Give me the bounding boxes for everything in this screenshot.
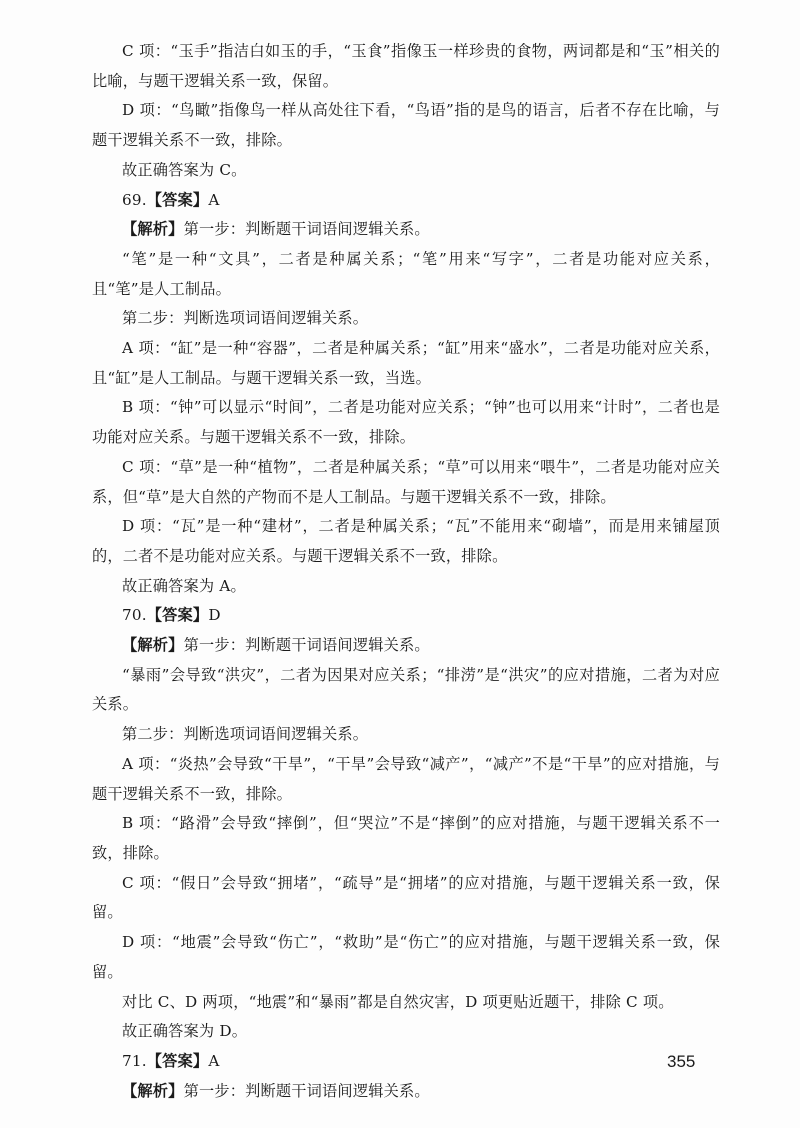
paragraph bbox=[92, 720, 720, 750]
question-number: 70. bbox=[122, 606, 147, 625]
paragraph bbox=[92, 512, 720, 571]
paragraph bbox=[92, 215, 720, 245]
paragraph-text: 第一步：判断题干词语间逻辑关系。 bbox=[183, 636, 430, 655]
paragraph-text: C 项：“玉手”指洁白如玉的手，“玉食”指像玉一样珍贵的食物，两词都是和“玉”相关的比喻，与题干逻辑关系一致，保留。 bbox=[92, 42, 720, 90]
paragraph bbox=[92, 1077, 720, 1107]
bold-label: 【解析】 bbox=[122, 1081, 184, 1100]
paragraph bbox=[92, 1017, 720, 1047]
paragraph bbox=[92, 631, 720, 661]
question-number: 69. bbox=[122, 190, 147, 209]
paragraph bbox=[92, 37, 720, 96]
bold-label: 【解析】 bbox=[122, 636, 184, 655]
paragraph bbox=[92, 809, 720, 868]
paragraph bbox=[92, 661, 720, 720]
paragraph-text: 故正确答案为 D。 bbox=[122, 1022, 248, 1041]
paragraph-text: D 项：“鸟瞰”指像鸟一样从高处往下看，“鸟语”指的是鸟的语言，后者不存在比喻，与题干逻辑关系不一致，排除。 bbox=[92, 101, 720, 150]
paragraph bbox=[92, 393, 720, 452]
paragraph-text: B 项：“路滑”会导致“摔倒”，但“哭泣”不是“摔倒”的应对措施，与题干逻辑关系不一致，排除。 bbox=[92, 814, 720, 862]
question-number: 71. bbox=[122, 1051, 147, 1070]
paragraph-text: 故正确答案为 A。 bbox=[122, 576, 246, 595]
paragraph-text: 第一步：判断题干词语间逻辑关系。 bbox=[183, 1081, 430, 1100]
paragraph-text: 第二步：判断选项词语间逻辑关系。 bbox=[122, 309, 369, 328]
paragraph-text: A bbox=[208, 1051, 220, 1070]
paragraph-text: 第一步：判断题干词语间逻辑关系。 bbox=[183, 220, 430, 239]
paragraph-text: C 项：“假日”会导致“拥堵”，“疏导”是“拥堵”的应对措施，与题干逻辑关系一致，保留。 bbox=[92, 873, 720, 922]
paragraph bbox=[92, 601, 720, 631]
paragraph-text: A 项：“炎热”会导致“干旱”，“干旱”会导致“减产”，“减产”不是“干旱”的应对措施，与题干逻辑关系不一致，排除。 bbox=[92, 754, 720, 803]
paragraph-text: A bbox=[208, 190, 220, 209]
paragraph-text: A 项：“缸”是一种“容器”，二者是种属关系；“缸”用来“盛水”，二者是功能对应关系，且“缸”是人工制品。与题干逻辑关系一致，当选。 bbox=[92, 339, 720, 387]
paragraph-text: D 项：“瓦”是一种“建材”，二者是种属关系；“瓦”不能用来“砌墙”，而是用来铺屋顶的，二者不是功能对应关系。与题干逻辑关系不一致，排除。 bbox=[92, 517, 720, 565]
page-number: 355 bbox=[667, 1052, 696, 1071]
paragraph-text: “暴雨”会导致“洪灾”，二者为因果对应关系；“排涝”是“洪灾”的应对措施，二者为对应关系。 bbox=[92, 665, 720, 714]
bold-label: 【答案】 bbox=[146, 190, 209, 209]
paragraph bbox=[92, 928, 720, 987]
paragraph bbox=[92, 334, 720, 393]
paragraph bbox=[92, 453, 720, 512]
paragraph bbox=[92, 96, 720, 155]
paragraph bbox=[92, 245, 720, 304]
bold-label: 【答案】 bbox=[146, 1051, 209, 1070]
paragraph-text: “笔”是一种“文具”，二者是种属关系；“笔”用来“写字”，二者是功能对应关系，且“笔”是人工制品。 bbox=[92, 249, 720, 298]
paragraph bbox=[92, 750, 720, 809]
paragraph bbox=[92, 304, 720, 334]
page-body bbox=[92, 37, 720, 1106]
paragraph-text: 故正确答案为 C。 bbox=[122, 160, 247, 179]
bold-label: 【解析】 bbox=[122, 220, 184, 239]
paragraph-text: D bbox=[208, 606, 221, 625]
paragraph bbox=[92, 572, 720, 602]
paragraph bbox=[92, 869, 720, 928]
paragraph bbox=[92, 988, 720, 1018]
paragraph-text: D 项：“地震”会导致“伤亡”，“救助”是“伤亡”的应对措施，与题干逻辑关系一致，保留。 bbox=[92, 933, 720, 981]
paragraph-text: 对比 C、D 两项，“地震”和“暴雨”都是自然灾害，D 项更贴近题干，排除 C 项。 bbox=[122, 992, 674, 1011]
paragraph-text: 第二步：判断选项词语间逻辑关系。 bbox=[122, 725, 369, 744]
paragraph-text: C 项：“草”是一种“植物”，二者是种属关系；“草”可以用来“喂牛”，二者是功能对应关系，但“草”是大自然的产物而不是人工制品。与题干逻辑关系不一致，排除。 bbox=[92, 457, 720, 506]
paragraph bbox=[92, 186, 720, 216]
paragraph-text: B 项：“钟”可以显示“时间”，二者是功能对应关系；“钟”也可以用来“计时”，二者也是功能对应关系。与题干逻辑关系不一致，排除。 bbox=[92, 398, 720, 447]
bold-label: 【答案】 bbox=[146, 606, 209, 625]
paragraph bbox=[92, 1047, 720, 1077]
paragraph bbox=[92, 156, 720, 186]
